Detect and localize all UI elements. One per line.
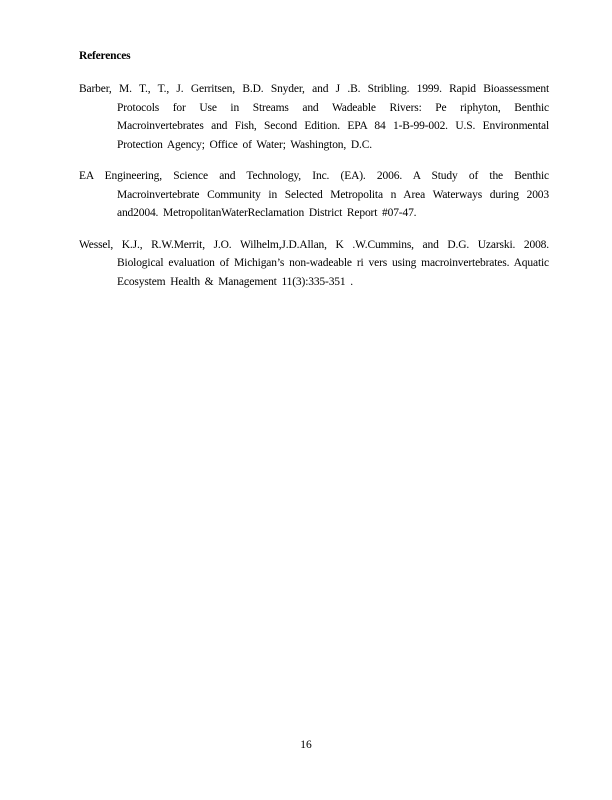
references-heading: References	[79, 50, 131, 62]
reference-entry-barber: Barber, M. T., T., J. Gerritsen, B.D. Snyder, and J .B. Stribling. 1999. Rapid Bioassessment Protocols for Use in Streams and Wadeable Rivers: Pe riphyton, Benthic Macroinvertebrates and Fish, Second Edition. EPA 84 1-B-99-002. U.S. Environmental Protection Agency; Office of Water; Washington, D.C.	[79, 83, 549, 151]
reference-entry-ea-engineering: EA Engineering, Science and Technology, Inc. (EA). 2006. A Study of the Benthic Macroinvertebrate Community in Selected Metropolita n Area Waterways during 2003 and2004. MetropolitanWaterReclamation District Report #07-47.	[79, 170, 549, 219]
references-list	[79, 80, 549, 304]
reference-entry-wessel: Wessel, K.J., R.W.Merrit, J.O. Wilhelm,J.D.Allan, K .W.Cummins, and D.G. Uzarski. 2008. Biological evaluation of Michigan’s non-wadeable ri vers using macroinvertebrates. Aquatic Ecosystem Health & Management 11(3):335-351 .	[79, 238, 549, 288]
page-number: 16	[300, 739, 312, 751]
